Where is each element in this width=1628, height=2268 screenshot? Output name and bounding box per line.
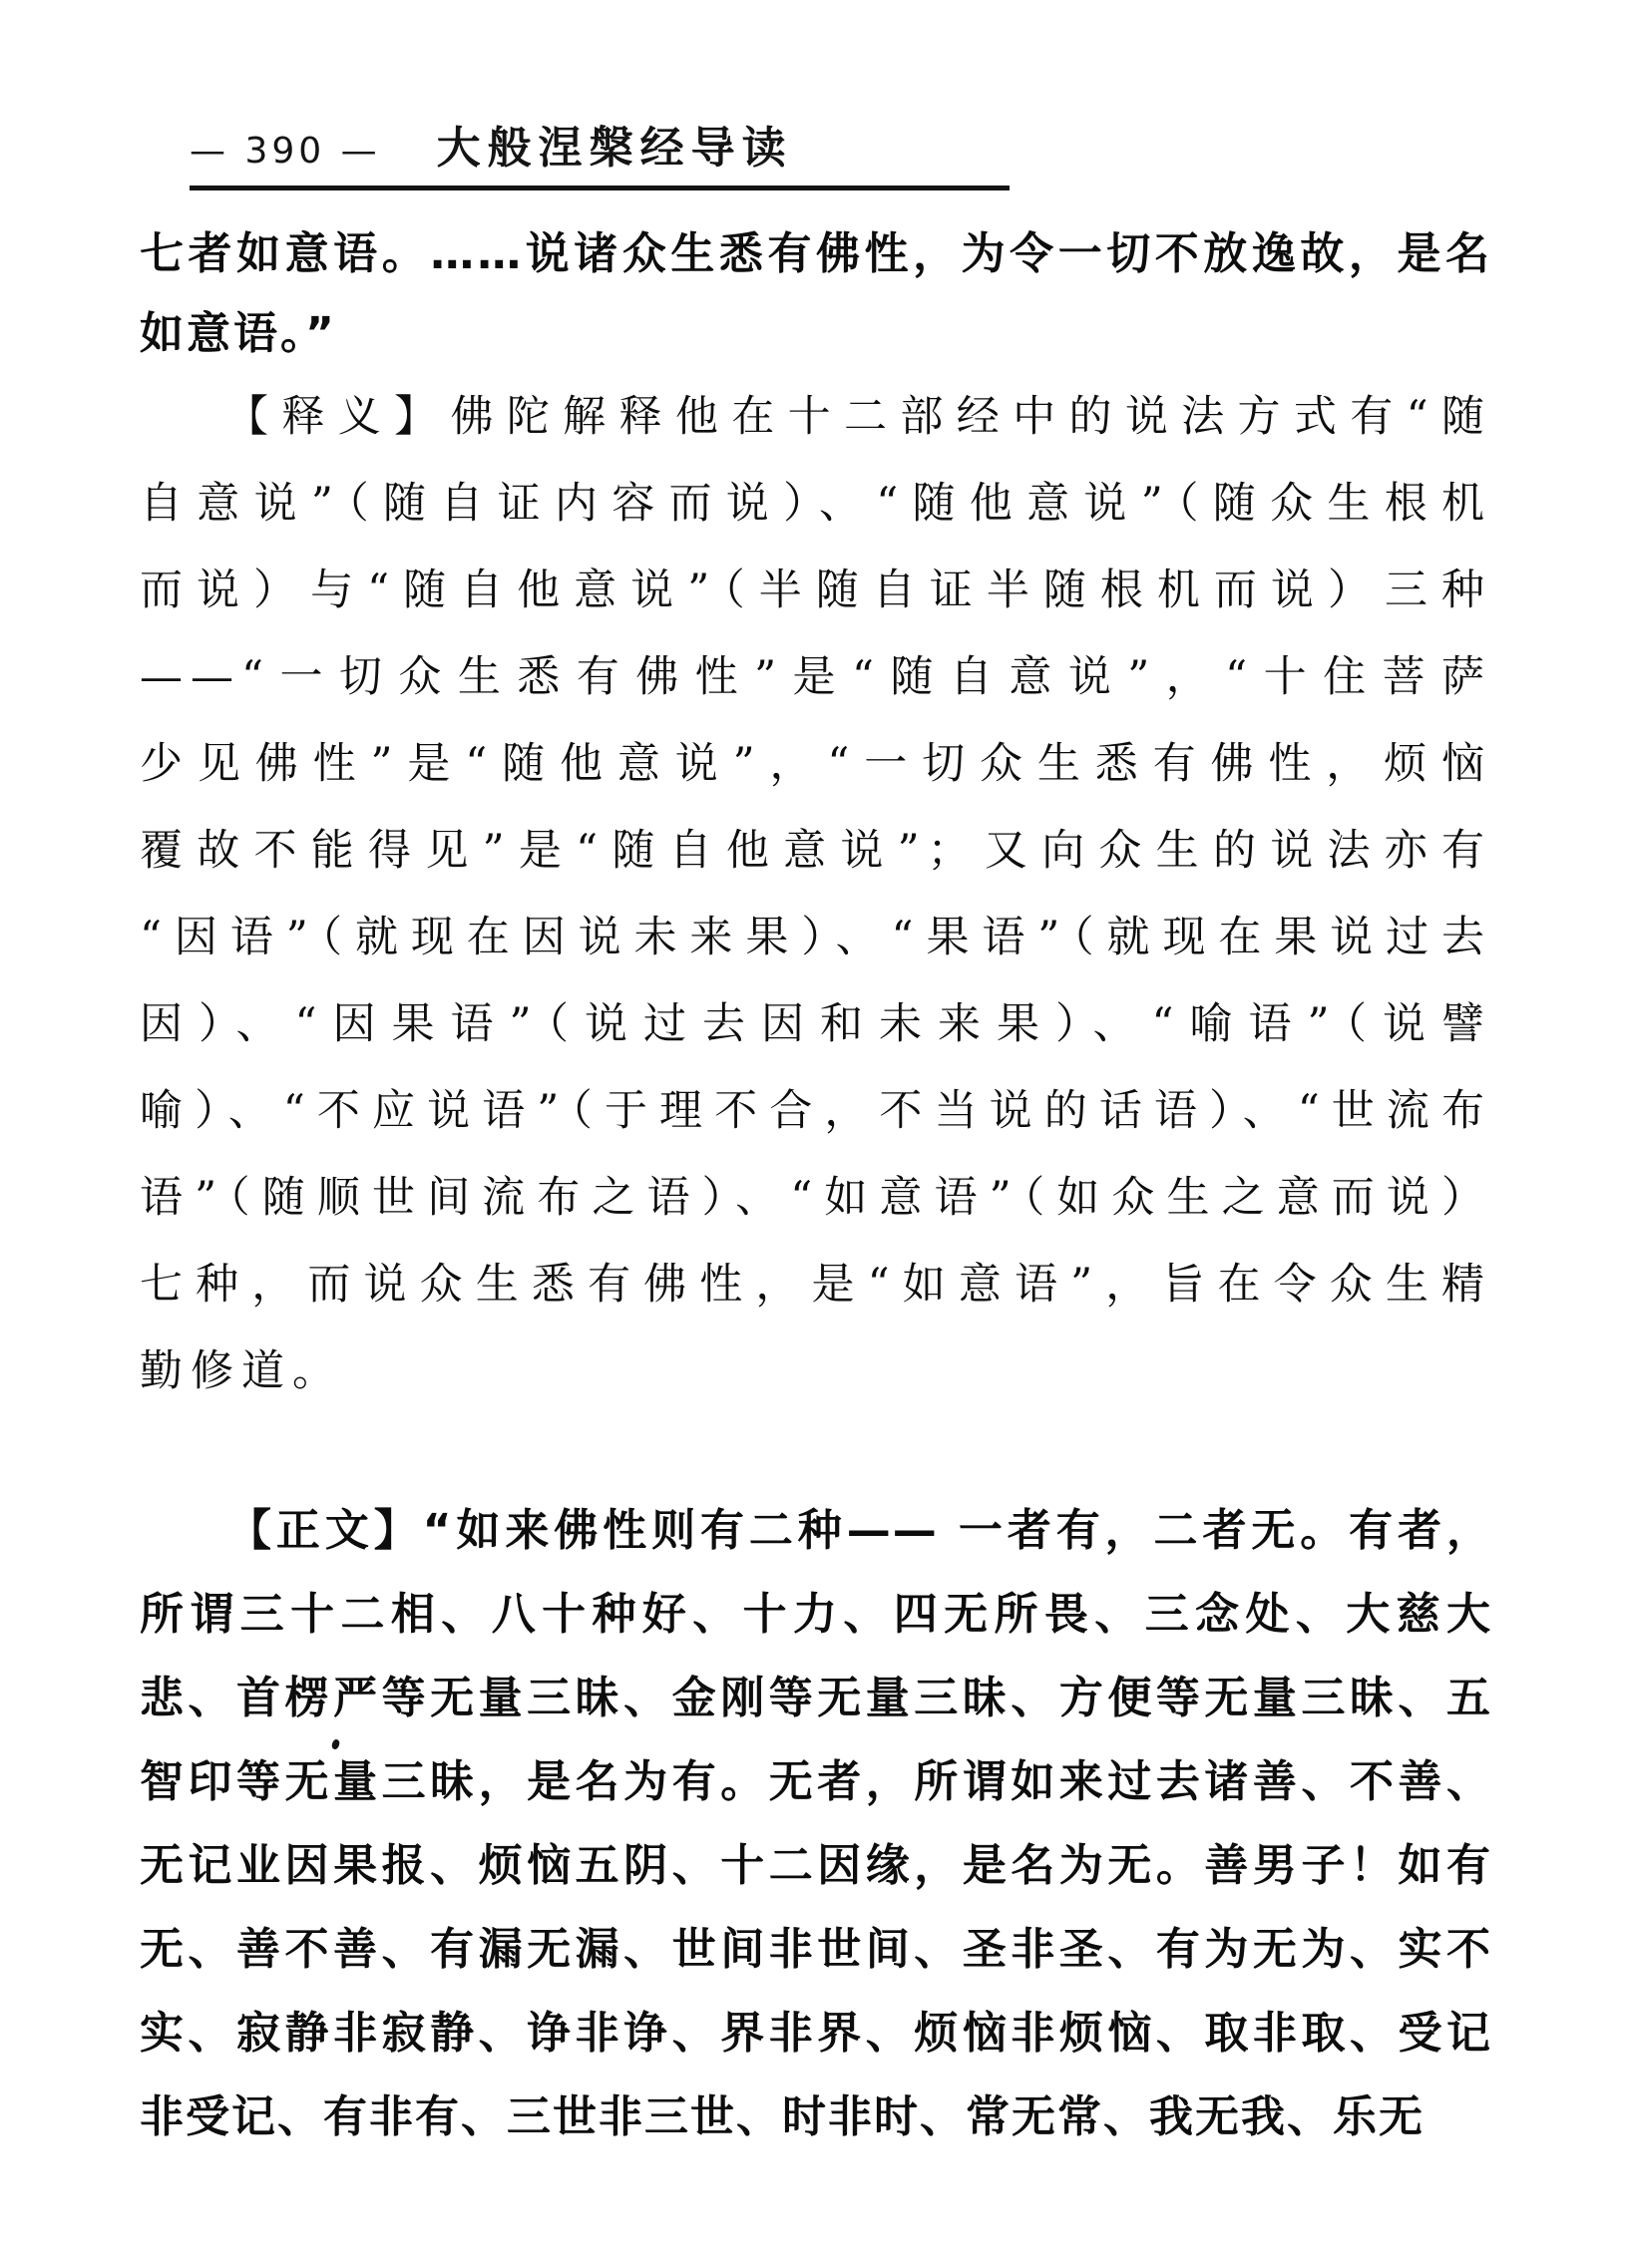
text-line: 七种，而说众生悉有佛性，是“如意语”，旨在令众生精 — [140, 1260, 1492, 1310]
text-line: 【释义】佛陀解释他在十二部经中的说法方式有“随 — [225, 392, 1492, 442]
sutra-quote-continuation — [140, 214, 1492, 374]
shiyi-commentary — [140, 374, 1492, 1415]
text-line: 【正文】“如来佛性则有二种—— 一者有，二者无。有者， — [227, 1505, 1492, 1556]
text-line: 所谓三十二相、八十种好、十力、四无所畏、三念处、大慈大 — [140, 1589, 1492, 1640]
text-line: 喻）、“不应说语”（于理不合，不当说的话语）、“世流布 — [140, 1086, 1492, 1136]
book-title: 大般涅槃经导读 — [436, 123, 793, 174]
text-line: 少见佛性”是“随他意说”，“一切众生悉有佛性，烦恼 — [140, 739, 1492, 789]
text-line: 如意语。” — [140, 308, 337, 359]
text-line: 实、寂静非寂静、诤非诤、界非界、烦恼非烦恼、取非取、受记 — [140, 2008, 1492, 2059]
text-line: 非受记、有非有、三世非三世、时非时、常无常、我无我、乐无 — [140, 2091, 1424, 2142]
text-line: 勤修道。 — [140, 1346, 343, 1396]
page-body — [140, 214, 1492, 2159]
zhengwen-scripture — [140, 1489, 1492, 2159]
text-line: 语”（随顺世间流布之语）、“如意语”（如众生之意而说） — [140, 1173, 1492, 1223]
text-line: 悲、首楞严等无量三昧、金刚等无量三昧、方便等无量三昧、五 — [140, 1673, 1492, 1723]
text-line: “因语”（就现在因说未来果）、“果语”（就现在果说过去 — [140, 913, 1492, 962]
page-number: — 390 — — [190, 131, 381, 172]
text-line: 自意说”（随自证内容而说）、“随他意说”（随众生根机 — [140, 479, 1492, 529]
text-line: 覆故不能得见”是“随自他意说”；又向众生的说法亦有 — [140, 826, 1492, 876]
text-line: 智印等无量三昧，是名为有。无者，所谓如来过去诸善、不善、 — [140, 1756, 1492, 1807]
text-line: ——“一切众生悉有佛性”是“随自意说”，“十住菩萨 — [140, 652, 1492, 702]
text-line: 无、善不善、有漏无漏、世间非世间、圣非圣、有为无为、实不 — [140, 1924, 1492, 1975]
text-line: 无记业因果报、烦恼五阴、十二因缘，是名为无。善男子！如有 — [140, 1840, 1492, 1891]
text-line: 而说）与“随自他意说”（半随自证半随根机而说）三种 — [140, 566, 1492, 615]
text-line: 七者如意语。……说诸众生悉有佛性，为令一切不放逸故，是名 — [140, 228, 1492, 279]
page-header — [190, 112, 1010, 190]
text-line: 因）、“因果语”（说过去因和未来果）、“喻语”（说譬 — [140, 999, 1492, 1049]
